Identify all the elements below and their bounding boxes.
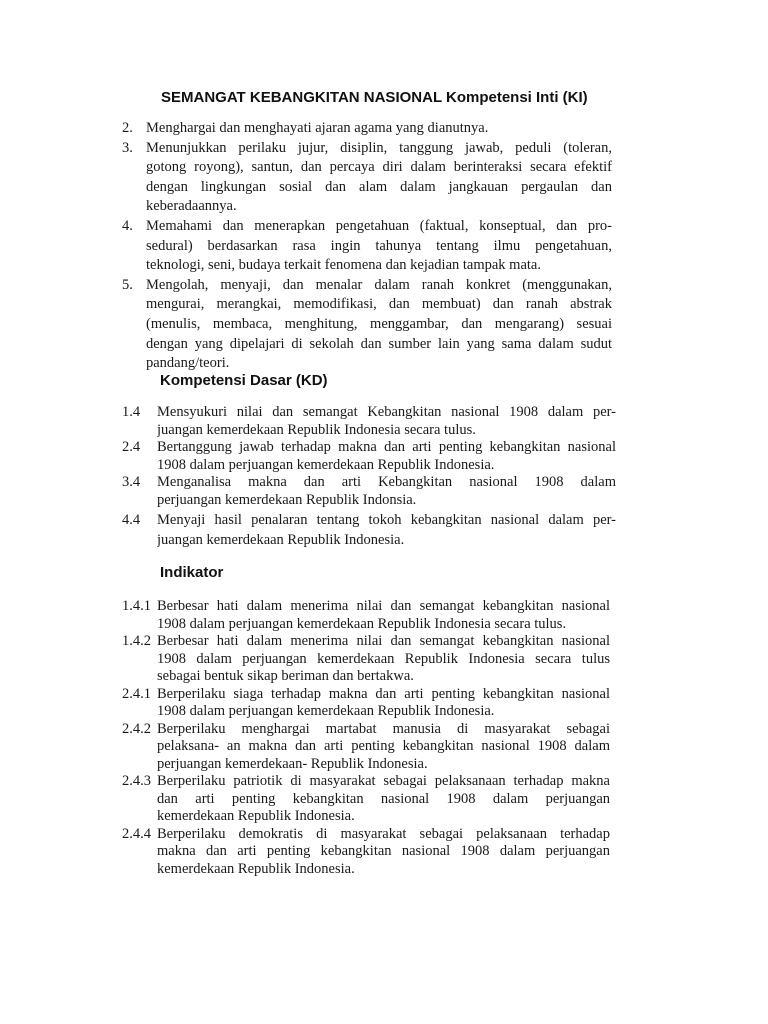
item-number: 2.4.4 [122, 825, 151, 842]
kd-list [122, 404, 616, 550]
item-text-line: teknologi, seni, budaya terkait fenomena dan kejadian tampak mata. [146, 257, 541, 274]
item-text-line: 1908 dalam perjuangan kemerdekaan Republik Indonesia. [157, 703, 495, 719]
indikator-item [122, 633, 610, 686]
item-text-line: 1908 dalam perjuangan kemerdekaan Republik Indonesia secara tulus. [157, 615, 567, 632]
indikator-item [122, 598, 610, 633]
item-text-line: perjuangan kemerdekaan Republik Indonsia. [157, 491, 417, 508]
kd-heading: Kompetensi Dasar (KD) [160, 372, 328, 389]
item-text-line: Menganalisa makna dan arti Kebangkitan nasional 1908 dalam [157, 474, 616, 491]
item-number: 3.4 [122, 474, 141, 491]
item-number: 1.4.2 [122, 633, 151, 649]
item-text-line: (menulis, membaca, menghitung, menggambar, dan mengarang) sesuai [146, 315, 612, 332]
item-number: 2.4.1 [122, 685, 151, 702]
item-number: 4. [122, 217, 133, 234]
item-text-line: dengan yang dipelajari di sekolah dan sumber lain yang sama dalam sudut [146, 335, 612, 352]
item-text-line: juangan kemerdekaan Republik Indonesia secara tulus. [157, 421, 476, 438]
indikator-list [122, 598, 610, 878]
item-text-line: Berperilaku demokratis di masyarakat sebagai pelaksanaan terhadap [157, 825, 610, 842]
item-text-line: Berperilaku menghargai martabat manusia di masyarakat sebagai [157, 720, 610, 737]
item-text-line: Menghargai dan menghayati ajaran agama yang dianutnya. [146, 120, 489, 136]
kd-item [122, 404, 616, 439]
page-title: SEMANGAT KEBANGKITAN NASIONAL Kompetensi Inti (KI) [161, 89, 588, 106]
item-text-line: dan arti penting kebangkitan nasional 1908 dalam perjuangan [157, 790, 610, 807]
item-text-line: kemerdekaan Republik Indonesia. [157, 808, 355, 824]
item-text-line: Berperilaku patriotik di masyarakat sebagai pelaksanaan terhadap makna [157, 773, 610, 789]
item-text-line: sedural) berdasarkan rasa ingin tahunya tentang ilmu pengetahuan, [146, 237, 612, 254]
item-text-line: 1908 dalam perjuangan kemerdekaan Republik Indonesia secara tulus [157, 650, 610, 667]
item-text-line: Berbesar hati dalam menerima nilai dan semangat kebangkitan nasional [157, 633, 610, 649]
item-text-line: Mensyukuri nilai dan semangat Kebangkitan nasional 1908 dalam per- [157, 404, 616, 420]
item-text-line: sebagai bentuk sikap beriman dan bertakwa. [157, 668, 414, 684]
item-text-line: Menyaji hasil penalaran tentang tokoh kebangkitan nasional dalam per- [157, 511, 616, 528]
ki-item [122, 276, 612, 374]
item-text-line: makna dan arti penting kebangkitan nasional 1908 dalam perjuangan [157, 843, 610, 859]
item-text-line: gotong royong), santun, dan percaya diri dalam berinteraksi secara efektif [146, 159, 612, 176]
item-text-line: Memahami dan menerapkan pengetahuan (faktual, konseptual, dan pro- [146, 217, 612, 234]
indikator-item [122, 826, 610, 879]
item-number: 2.4 [122, 439, 141, 456]
ki-list [122, 119, 612, 374]
item-text-line: Berperilaku siaga terhadap makna dan arti penting kebangkitan nasional [157, 685, 610, 702]
ki-item [122, 119, 612, 139]
item-text-line: Mengolah, menyaji, dan menalar dalam ranah konkret (menggunakan, [146, 276, 612, 293]
indikator-item [122, 686, 610, 721]
item-text-line: perjuangan kemerdekaan- Republik Indonesia. [157, 755, 428, 772]
item-number: 2. [122, 120, 133, 136]
item-text-line: mengurai, merangkai, memodifikasi, dan membuat) dan ranah abstrak [146, 296, 612, 313]
item-text-line: Menunjukkan perilaku jujur, disiplin, tanggung jawab, peduli (toleran, [146, 139, 612, 156]
indikator-item [122, 773, 610, 826]
ki-item [122, 139, 612, 217]
item-text-line: keberadaannya. [146, 198, 237, 215]
item-number: 5. [122, 276, 133, 293]
kd-item [122, 474, 616, 509]
item-number: 3. [122, 139, 133, 156]
indikator-item [122, 721, 610, 774]
item-text-line: 1908 dalam perjuangan kemerdekaan Republik Indonesia. [157, 456, 495, 473]
ki-item [122, 217, 612, 276]
item-text-line: Berbesar hati dalam menerima nilai dan semangat kebangkitan nasional [157, 598, 610, 614]
item-text-line: juangan kemerdekaan Republik Indonesia. [157, 531, 405, 548]
kd-item [122, 439, 616, 474]
kd-item [122, 510, 616, 550]
item-number: 4.4 [122, 511, 141, 528]
item-text-line: kemerdekaan Republik Indonesia. [157, 860, 355, 877]
item-number: 1.4.1 [122, 598, 151, 614]
item-text-line: pelaksana- an makna dan arti penting kebangkitan nasional 1908 dalam [157, 738, 610, 754]
item-text-line: dengan lingkungan sosial dan alam dalam jangkauan pergaulan dan [146, 178, 612, 195]
item-number: 2.4.2 [122, 720, 151, 737]
item-number: 1.4 [122, 404, 141, 420]
item-text-line: pandang/teori. [146, 355, 230, 372]
indikator-heading: Indikator [160, 564, 224, 581]
item-number: 2.4.3 [122, 773, 151, 789]
item-text-line: Bertanggung jawab terhadap makna dan arti penting kebangkitan nasional [157, 439, 616, 456]
